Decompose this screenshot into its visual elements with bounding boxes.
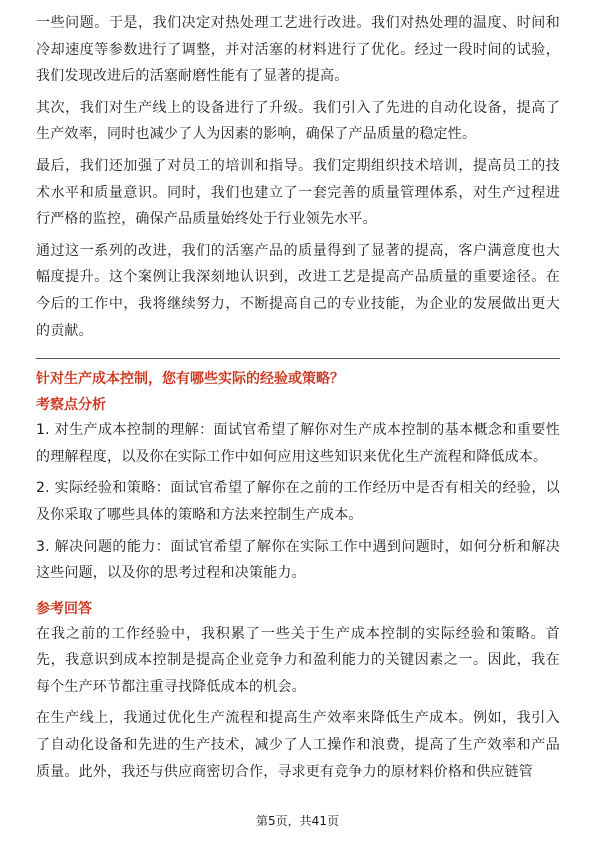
intro-paragraph-1: 一些问题。于是，我们决定对热处理工艺进行改进。我们对热处理的温度、时间和冷却速度等参数进行了调整，并对活塞的材料进行了优化。经过一段时间的试验，我们发现改进后的活塞耐磨性能有了显著的提高。 [36, 15, 560, 85]
question-heading: 针对生产成本控制，您有哪些实际的经验或策略？ [36, 371, 344, 388]
analysis-point-3: 3. 解决问题的能力：面试官希望了解你在实际工作中遇到问题时，如何分析和解决这些问题，以及你的思考过程和决策能力。 [36, 538, 560, 582]
answer-paragraph-1: 在我之前的工作经验中，我积累了一些关于生产成本控制的实际经验和策略。首先，我意识到成本控制是提高企业竞争力和盈利能力的关键因素之一。因此，我在每个生产环节都注重寻找降低成本的机会。 [36, 625, 560, 695]
page-footer: 第5页，共41页 [256, 814, 339, 828]
analysis-heading: 考察点分析 [36, 397, 106, 414]
answer-heading: 参考回答 [36, 600, 92, 617]
intro-paragraph-4: 通过这一系列的改进，我们的活塞产品的质量得到了显著的提高，客户满意度也大幅度提升。这个案例让我深刻地认识到，改进工艺是提高产品质量的重要途径。在今后的工作中，我将继续努力，不断提高自己的专业技能，为企业的发展做出更大的贡献。 [36, 242, 560, 339]
section-divider [36, 358, 560, 359]
analysis-list [36, 417, 560, 587]
analysis-point-1: 1. 对生产成本控制的理解：面试官希望了解你对生产成本控制的基本概念和重要性的理解程度，以及你在实际工作中如何应用这些知识来优化生产流程和降低成本。 [36, 422, 560, 465]
analysis-point-2: 2. 实际经验和策略：面试官希望了解你在之前的工作经历中是否有相关的经验，以及你采取了哪些具体的策略和方法来控制生产成本。 [36, 480, 560, 523]
intro-paragraph-3: 最后，我们还加强了对员工的培训和指导。我们定期组织技术培训，提高员工的技术水平和质量意识。同时，我们也建立了一套完善的质量管理体系，对生产过程进行严格的监控，确保产品质量始终处于行业领先水平。 [36, 157, 560, 228]
document-page [36, 10, 560, 790]
answer-paragraph-2: 在生产线上，我通过优化生产流程和提高生产效率来降低生产成本。例如，我引入了自动化设备和先进的生产技术，减少了人工操作和浪费，提高了生产效率和产品质量。此外，我还与供应商密切合作，寻求更有竞争力的原材料价格和供应链管 [36, 710, 560, 780]
intro-paragraph-2: 其次，我们对生产线上的设备进行了升级。我们引入了先进的自动化设备，提高了生产效率，同时也减少了人为因素的影响，确保了产品质量的稳定性。 [36, 99, 560, 143]
